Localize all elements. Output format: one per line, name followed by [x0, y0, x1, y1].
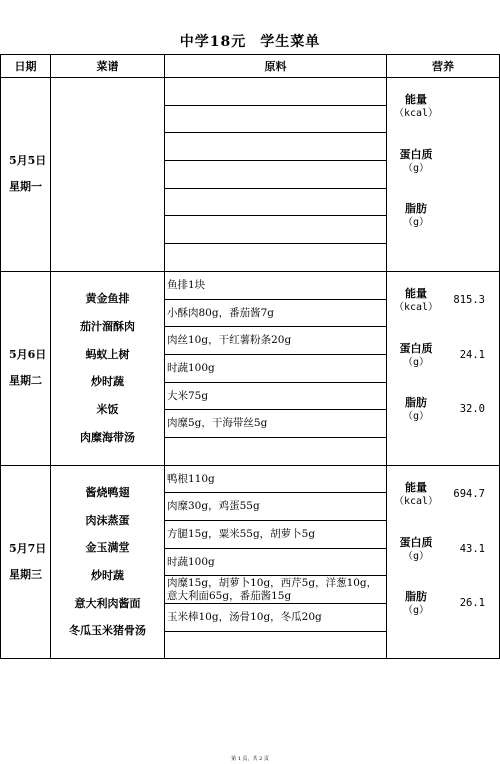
dish-item: 茄汁溜酥肉 [80, 319, 135, 333]
ingredient-line: 肉丝10g，干红薯粉条20g [165, 327, 386, 355]
menu-table [0, 54, 500, 659]
ingredient-line: 鸭根110g [165, 466, 386, 494]
dish-item: 肉糜海带汤 [80, 430, 135, 444]
ingredient-line [165, 244, 386, 271]
fat-label: 脂肪 （g） [402, 589, 430, 616]
date-cell [1, 78, 51, 272]
header-dish: 菜谱 [51, 55, 165, 78]
ingredient-line: 肉糜5g，干海带丝5g [165, 410, 386, 438]
dish-item [51, 202, 164, 230]
day-date: 5月6日 [9, 348, 47, 362]
protein-value: 24.1 [459, 348, 485, 361]
energy-label: 能量 （kcal） [393, 480, 439, 507]
day-row-2 [1, 271, 500, 465]
dish-item: 炒时蔬 [91, 375, 124, 389]
ingredient-line: 玉米棒10g，汤骨10g，冬瓜20g [165, 604, 386, 632]
day-row-1 [1, 78, 500, 272]
ingredient-line: 鱼排1块 [165, 272, 386, 300]
day-date: 5月5日 [9, 154, 47, 168]
nutrition-cell [387, 78, 500, 272]
page-footer: 第 1 页，共 2 页 [231, 756, 269, 762]
dish-item: 冬瓜玉米猪骨汤 [69, 624, 146, 638]
ingredients-cell [165, 271, 387, 465]
day-row-3 [1, 465, 500, 659]
title-school: 中学18元 [179, 34, 247, 50]
page-title [0, 31, 500, 51]
energy-value: 815.3 [453, 293, 485, 306]
day-weekday: 星期二 [9, 374, 42, 388]
fat-value: 32.0 [459, 402, 485, 415]
fat-label: 脂肪 （g） [402, 202, 430, 228]
header-row [1, 55, 500, 78]
ingredients-cell [165, 78, 387, 272]
ingredient-line: 肉糜15g，胡萝卜10g，西芹5g，洋葱10g，意大利面65g，番茄酱15g [165, 576, 386, 604]
dish-item: 意大利肉酱面 [74, 596, 141, 610]
dish-cell [51, 271, 165, 465]
ingredient-line [165, 189, 386, 217]
ingredient-line [165, 161, 386, 189]
dish-item [51, 147, 164, 175]
dish-item: 米饭 [96, 402, 119, 416]
energy-label: 能量 （kcal） [393, 93, 439, 119]
nutrition-cell [387, 465, 500, 659]
ingredient-line [165, 632, 386, 659]
dish-item: 肉沫蒸蛋 [85, 513, 130, 527]
ingredient-line [165, 133, 386, 161]
energy-label: 能量 （kcal） [393, 286, 439, 313]
dish-item [51, 230, 164, 258]
ingredient-line: 方腿15g，粟米55g，胡萝卜5g [165, 521, 386, 549]
protein-label: 蛋白质 （g） [399, 535, 433, 562]
title-name: 学生菜单 [260, 34, 321, 50]
ingredient-line [165, 216, 386, 244]
dish-item [51, 119, 164, 147]
header-date: 日期 [1, 55, 51, 78]
fat-label: 脂肪 （g） [402, 395, 430, 422]
protein-label: 蛋白质 （g） [399, 148, 433, 174]
ingredient-line: 大米75g [165, 383, 386, 411]
dish-item: 金玉满堂 [85, 541, 130, 555]
dish-item: 酱烧鸭翅 [85, 485, 130, 499]
nutrition-cell [387, 271, 500, 465]
protein-value: 43.1 [459, 542, 485, 555]
ingredient-line [165, 78, 386, 106]
header-ingredients: 原料 [165, 55, 387, 78]
ingredient-line: 时蔬100g [165, 549, 386, 577]
dish-item [51, 174, 164, 202]
protein-label: 蛋白质 （g） [399, 341, 433, 368]
dish-item: 黄金鱼排 [85, 292, 130, 306]
date-cell [1, 271, 51, 465]
day-weekday: 星期一 [9, 180, 42, 194]
date-cell [1, 465, 51, 659]
ingredient-line: 小酥肉80g，番茄酱7g [165, 300, 386, 328]
ingredient-line [165, 106, 386, 134]
header-nutrition: 营养 [387, 55, 500, 78]
dish-cell [51, 465, 165, 659]
dish-item [51, 91, 164, 119]
dish-cell [51, 78, 165, 272]
day-weekday: 星期三 [9, 568, 42, 582]
dish-item: 炒时蔬 [91, 569, 124, 583]
ingredient-line: 时蔬100g [165, 355, 386, 383]
ingredient-line [165, 438, 386, 465]
ingredients-cell [165, 465, 387, 659]
dish-item: 蚂蚁上树 [85, 347, 130, 361]
energy-value: 694.7 [453, 487, 485, 500]
day-date: 5月7日 [9, 542, 47, 556]
fat-value: 26.1 [459, 596, 485, 609]
ingredient-line: 肉糜30g，鸡蛋55g [165, 493, 386, 521]
